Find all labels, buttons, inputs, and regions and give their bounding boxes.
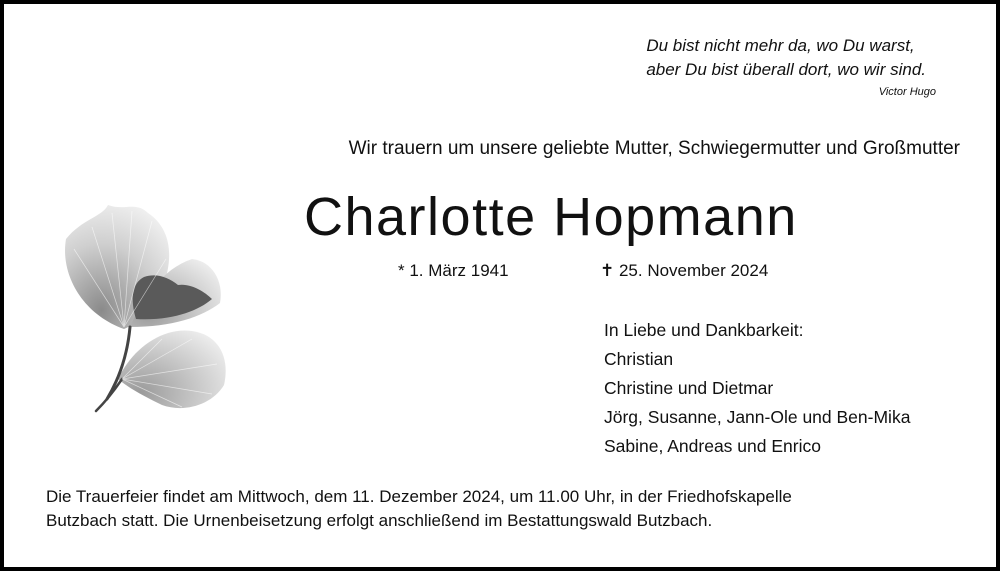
intro-text: Wir trauern um unsere geliebte Mutter, Schwiegermutter und Großmutter: [348, 138, 960, 159]
death-date: ✝ 25. November 2024: [600, 261, 769, 280]
quote-line: Du bist nicht mehr da, wo Du warst,: [646, 36, 915, 55]
funeral-notice: [46, 485, 792, 533]
quote-block: [646, 34, 936, 98]
family-line: Christian: [604, 349, 674, 369]
family-line: Sabine, Andreas und Enrico: [604, 436, 821, 456]
ginkgo-leaf-icon: [52, 199, 237, 424]
quote-author: Victor Hugo: [878, 86, 936, 98]
family-line: Christine und Dietmar: [604, 378, 774, 398]
family-block: [604, 316, 910, 461]
birth-date: * 1. März 1941: [398, 261, 509, 280]
quote-line: aber Du bist überall dort, wo wir sind.: [646, 60, 926, 79]
obituary-card: [4, 4, 996, 567]
deceased-name: Charlotte Hopmann: [304, 187, 798, 247]
funeral-notice-line: Butzbach statt. Die Urnenbeisetzung erfolgt anschließend im Bestattungswald Butzbach.: [46, 511, 713, 530]
family-line: In Liebe und Dankbarkeit:: [604, 320, 804, 340]
family-line: Jörg, Susanne, Jann-Ole und Ben-Mika: [604, 407, 911, 427]
funeral-notice-line: Die Trauerfeier findet am Mittwoch, dem 11. Dezember 2024, um 11.00 Uhr, in der Friedhofskapelle: [46, 487, 792, 506]
